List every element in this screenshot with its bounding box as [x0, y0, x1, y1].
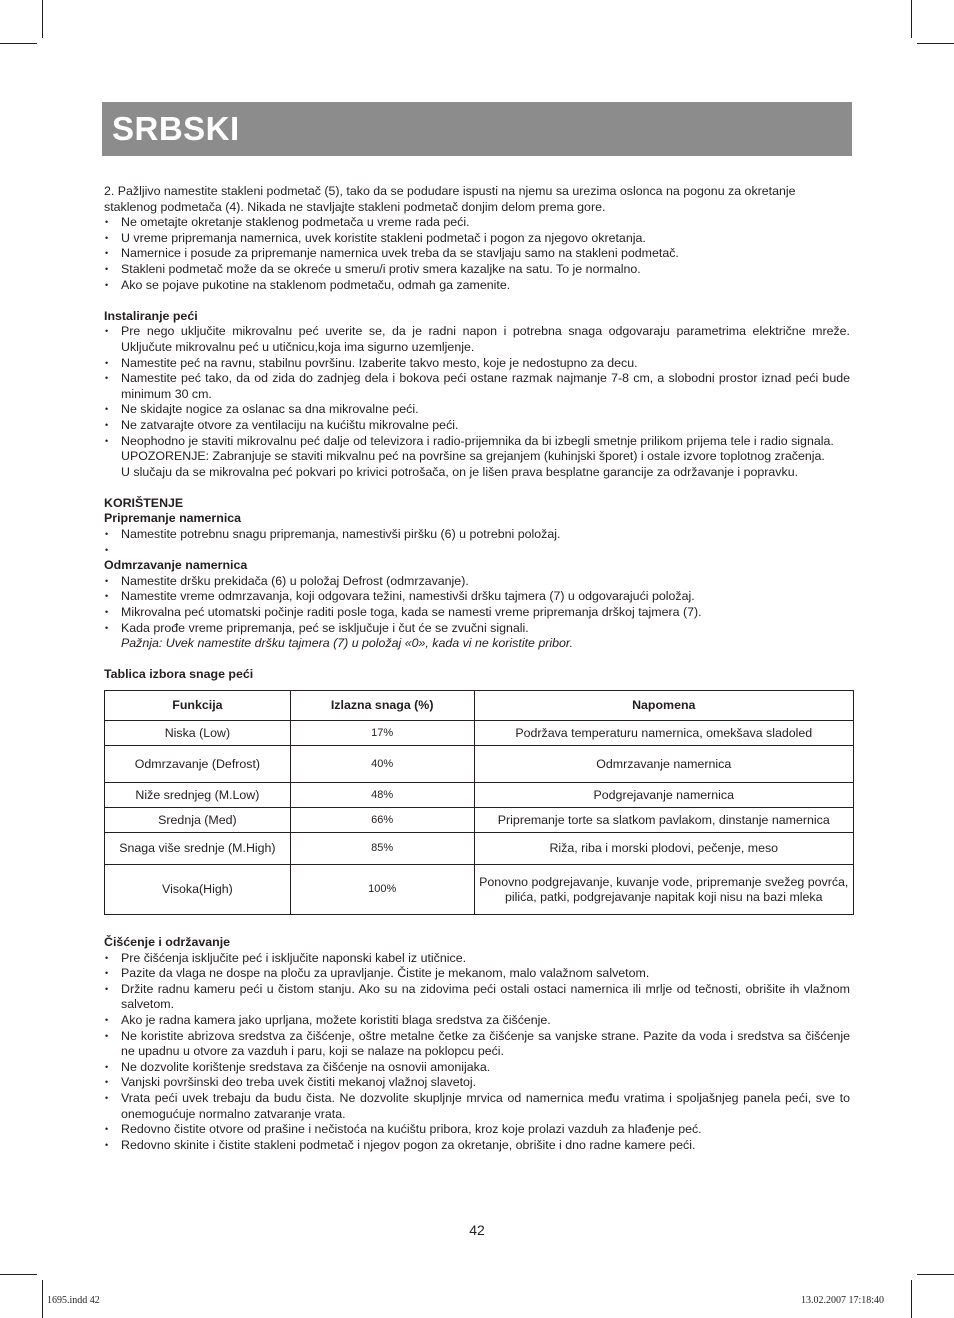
- install-heading: Instaliranje peći: [104, 308, 198, 323]
- power-table-title: Tablica izbora snage peći: [104, 667, 254, 682]
- column-header: Izlazna snaga (%): [290, 691, 474, 721]
- table-row: [105, 808, 854, 833]
- column-header: Napomena: [474, 691, 853, 721]
- crop-mark: [0, 43, 37, 44]
- list-item-text: • Kada prođe vreme pripremanja, peć se isključuje i čut će se zvučni signali.: [121, 620, 529, 635]
- crop-mark: [917, 43, 954, 44]
- column-header: Funkcija: [105, 691, 291, 721]
- cleaning-list: [104, 951, 850, 1154]
- defrost-list: [104, 574, 850, 652]
- table-header-row: [105, 691, 854, 721]
- list-item-text: • Neophodno je staviti mikrovalnu peć dalje od televizora i radio-prijemnika da bi izbegli smetnje prilikom prijema tele i radio signala.: [121, 433, 834, 448]
- list-item: • U vreme pripremanja namernica, uvek koristite stakleni podmetač i pogon za njegovo okretanja.: [104, 231, 850, 247]
- install-list: [104, 324, 850, 480]
- cooking-list: [104, 527, 850, 543]
- glass-tray-list: [104, 215, 850, 293]
- list-item: • Namestite peć na ravnu, stabilnu površinu. Izaberite takvo mesto, koje je nedostupno za decu.: [104, 356, 850, 372]
- crop-mark: [911, 1280, 912, 1318]
- file-slug: 1695.indd 42: [47, 1295, 100, 1306]
- crop-mark: [911, 0, 912, 38]
- defrost-subheading: Odmrzavanje namernica: [104, 558, 248, 573]
- list-item: • Ako se pojave pukotine na staklenom podmetaču, odmah ga zamenite.: [104, 278, 850, 294]
- table-cell: 85%: [290, 833, 474, 865]
- table-cell: Odmrzavanje namernica: [474, 746, 853, 783]
- table-cell: Ponovno podgrejavanje, kuvanje vode, pripremanje svežeg povrća, pilića, patki, podgrejavanje napitak koji nisu na bazi mleka: [474, 865, 853, 915]
- table-cell: Niže srednjeg (M.Low): [105, 783, 291, 808]
- list-item: • Ne skidajte nogice za oslanac sa dna mikrovalne peći.: [104, 402, 850, 418]
- crop-mark: [917, 1274, 954, 1275]
- cooking-subheading: Pripremanje namernica: [104, 511, 242, 526]
- table-cell: Pripremanje torte sa slatkom pavlakom, dinstanje namernica: [474, 808, 853, 833]
- table-cell: 40%: [290, 746, 474, 783]
- list-item: • Ako je radna kamera jako uprljana, možete koristiti blaga sredstva za čišćenje.: [104, 1013, 850, 1029]
- list-item: • Ne koristite abrizova sredstva za čišćenje, oštre metalne četke za čišćenje sa vanjske strane. Pazite da voda i sredstva sa čišćenje ne upadnu u otvore za vazduh i paru, koji se nalaze na poklopcu peći.: [104, 1029, 850, 1060]
- list-item: • Redovno skinite i čistite stakleni podmetač i njegov pogon za okretanje, obrišite i dno radne kamere peći.: [104, 1138, 850, 1154]
- timer-note: Pažnja: Uvek namestite dršku tajmera (7) u položaj «0», kada vi ne koristite pribor.: [121, 636, 574, 651]
- table-cell: Srednja (Med): [105, 808, 291, 833]
- table-cell: 66%: [290, 808, 474, 833]
- list-item: • Pazite da vlaga ne dospe na ploču za upravljanje. Čistite je mekanom, malo valažnom salvetom.: [104, 966, 850, 982]
- page-title: SRBSKI: [112, 110, 240, 147]
- list-item: • Namestite vreme odmrzavanja, koji odgovara težini, namestivši dršku tajmera (7) u odgovarajući položaj.: [104, 589, 850, 605]
- crop-mark: [42, 1280, 43, 1318]
- list-item: • Ne ometajte okretanje staklenog podmetača u vreme rada peći.: [104, 215, 850, 231]
- cleaning-heading: Čišćenje i održavanje: [104, 935, 231, 949]
- table-cell: Niska (Low): [105, 721, 291, 746]
- table-row: [105, 865, 854, 915]
- table-cell: Snaga više srednje (M.High): [105, 833, 291, 865]
- warranty-text: U slučaju da se mikrovalna peć pokvari po krivici potrošača, on je lišen prava besplatne garancije za održavanje i popravku.: [121, 464, 799, 479]
- table-row: [105, 833, 854, 865]
- glass-tray-intro: 2. Pažljivo namestite stakleni podmetač (5), tako da se podudare ispusti na njemu sa urezima oslonca na pogonu za okretanje staklenog podmetača (4). Nikada ne stavljajte stakleni podmetač donjim delom prema gore.: [104, 184, 796, 214]
- list-item: • Pre nego uključite mikrovalnu peć uverite se, da je radni napon i potrebna snaga odgovaraju parametrima električne mreže. Uključute mikrovalnu peć u utičnicu,koja ima sigurno uzemljenje.: [104, 324, 850, 355]
- table-cell: 17%: [290, 721, 474, 746]
- table-cell: Riža, riba i morski plodovi, pečenje, meso: [474, 833, 853, 865]
- list-item: • Namestite dršku prekidača (6) u položaj Defrost (odmrzavanje).: [104, 574, 850, 590]
- crop-mark: [0, 1274, 37, 1275]
- table-cell: 48%: [290, 783, 474, 808]
- table-row: [105, 721, 854, 746]
- list-item: • Vanjski površinski deo treba uvek čistiti mekanoj vlažnoj slavetoj.: [104, 1075, 850, 1091]
- list-item: • Ne zatvarajte otvore za ventilaciju na kućištu mikrovalne peći.: [104, 418, 850, 434]
- page-number: 42: [469, 1222, 485, 1238]
- list-item: • Ne dozvolite korištenje sredstava za čišćenje na osnovii amonijaka.: [104, 1060, 850, 1076]
- print-timestamp: 13.02.2007 17:18:40: [800, 1295, 884, 1306]
- crop-mark: [42, 0, 43, 38]
- power-table: [104, 690, 854, 915]
- list-item: • Držite radnu kameru peći u čistom stanju. Ako su na zidovima peći ostali ostaci namernica ili mrlje od tečnosti, obrišite ih vlažnom salvetom.: [104, 982, 850, 1013]
- table-cell: Podgrejavanje namernica: [474, 783, 853, 808]
- list-item: • Stakleni podmetač može da se okreće u smeru/i protiv smera kazaljke na satu. To je normalno.: [104, 262, 850, 278]
- table-cell: Odmrzavanje (Defrost): [105, 746, 291, 783]
- list-item: • Pre čišćenja isključite peć i isključite naponski kabel iz utičnice.: [104, 951, 850, 967]
- list-item: • Namernice i posude za pripremanje namernica uvek treba da se stavljaju samo na stakleni podmetač.: [104, 246, 850, 262]
- list-item: • Vrata peći uvek trebaju da budu čista. Ne dozvolite skupljnje mrvica od namernica među vratima i spoljašnjeg panela peći, sve to onemogućuje normalno zatvaranje vrata.: [104, 1091, 850, 1122]
- list-item: [104, 621, 850, 652]
- language-header: [102, 102, 852, 156]
- list-item: • Redovno čistite otvore od prašine i nečistoća na kućištu pribora, kroz koje prolazi vazduh za hlađenje peć.: [104, 1122, 850, 1138]
- list-item: [104, 434, 850, 481]
- list-item: • Mikrovalna peć utomatski počinje raditi posle toga, kada se namesti vreme pripremanja drškoj tajmera (7).: [104, 605, 850, 621]
- table-cell: 100%: [290, 865, 474, 915]
- list-item: • Namestite peć tako, da od zida do zadnjeg dela i bokova peći ostane razmak najmanje 7-8 cm, a slobodni prostor iznad peći bude minimum 30 cm.: [104, 371, 850, 402]
- table-cell: Visoka(High): [105, 865, 291, 915]
- usage-heading: KORIŠTENJE: [104, 495, 184, 510]
- table-row: [105, 746, 854, 783]
- list-item: • Namestite potrebnu snagu pripremanja, namestivši piršku (6) u potrebni položaj.: [104, 527, 850, 543]
- main-content: [104, 184, 850, 1153]
- table-row: [105, 783, 854, 808]
- table-cell: Podržava temperaturu namernica, omekšava sladoled: [474, 721, 853, 746]
- warning-text: UPOZORENJE: Zabranjuje se staviti mikvalnu peć na površine sa grejanjem (kuhinjski šporet) i ostale izvore toplotnog zračenja.: [121, 449, 825, 464]
